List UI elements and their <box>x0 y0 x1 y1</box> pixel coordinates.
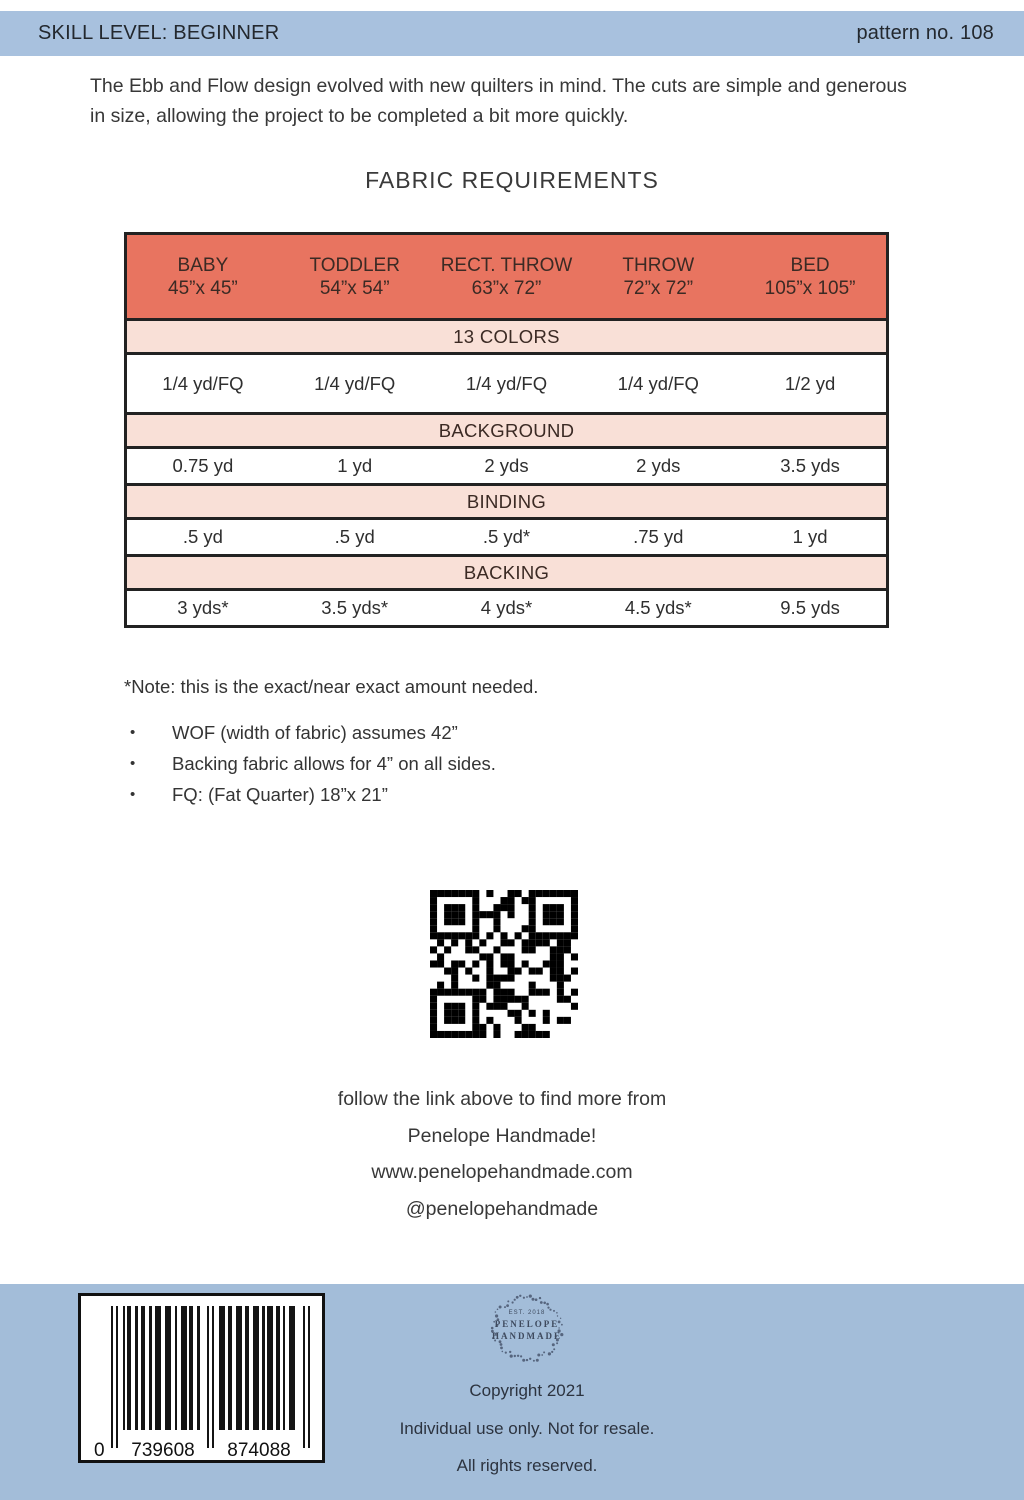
value-cell: .5 yd <box>182 526 223 547</box>
logo-name-line1: PENELOPE <box>494 1319 560 1329</box>
notes-bullet-list <box>130 717 496 810</box>
value-cell: 0.75 yd <box>172 455 234 476</box>
value-cell: 9.5 yds <box>780 597 840 618</box>
bullet-icon: • <box>130 724 136 741</box>
svg-text:874088: 874088 <box>227 1440 291 1460</box>
value-cell: 4 yds* <box>480 597 533 618</box>
bullet-text: FQ: (Fat Quarter) 18”x 21” <box>172 784 388 805</box>
column-header-baby: BABY 45”x 45” <box>168 254 238 299</box>
bullet-text: WOF (width of fabric) assumes 42” <box>172 722 458 743</box>
brand-logo <box>485 1290 569 1366</box>
section-header-background: BACKGROUND <box>127 412 886 446</box>
instagram-handle: @penelopehandmade <box>405 1197 599 1220</box>
bullet-icon: • <box>130 755 136 772</box>
values-row-background <box>127 446 886 483</box>
column-header-throw: THROW 72”x 72” <box>622 254 695 299</box>
value-cell: 2 yds <box>484 455 529 476</box>
value-cell: 2 yds <box>636 455 681 476</box>
copyright-text: Copyright 2021 <box>469 1381 585 1400</box>
logo-est-text: EST. 2018 <box>508 1310 546 1316</box>
value-cell: 3 yds* <box>177 597 229 618</box>
svg-text:739608: 739608 <box>131 1440 195 1460</box>
value-cell: 1/4 yd/FQ <box>314 372 396 394</box>
value-cell: 4.5 yds* <box>624 597 692 618</box>
section-header-13-colors: 13 COLORS <box>127 318 886 352</box>
value-cell: 1/2 yd <box>784 372 836 394</box>
bullet-item <box>130 748 496 779</box>
bullet-item <box>130 717 496 748</box>
value-cell: .5 yd <box>334 526 375 547</box>
value-cell: 1 yd <box>792 526 828 547</box>
value-cell: 1/4 yd/FQ <box>465 372 548 394</box>
svg-text:0: 0 <box>94 1440 105 1460</box>
footer-bar <box>0 1284 1024 1500</box>
links-block <box>0 1081 1004 1227</box>
fabric-requirements-table <box>124 232 889 628</box>
values-row-binding <box>127 517 886 554</box>
qr-code <box>430 890 578 1038</box>
follow-text: follow the link above to find more from <box>337 1088 667 1110</box>
logo-name-line2: HANDMADE <box>492 1331 562 1341</box>
brand-name-text: Penelope Handmade! <box>407 1124 597 1147</box>
section-header-backing: BACKING <box>127 554 886 588</box>
footer-content <box>30 1284 1024 1500</box>
value-cell: 3.5 yds* <box>321 597 389 618</box>
intro-paragraph: The Ebb and Flow design evolved with new quilters in mind. The cuts are simple and generous in size, allowing the project to be completed a bit more quickly. <box>90 75 907 127</box>
values-row-13-colors <box>127 352 886 412</box>
rights-text: All rights reserved. <box>456 1456 598 1475</box>
pattern-number: pattern no. 108 <box>856 22 994 44</box>
value-cell: .5 yd* <box>482 526 531 547</box>
bullet-text: Backing fabric allows for 4” on all sides. <box>172 753 496 774</box>
usage-text: Individual use only. Not for resale. <box>399 1419 655 1438</box>
table-header-row <box>127 235 886 318</box>
skill-level-label: SKILL LEVEL: BEGINNER <box>38 22 280 44</box>
column-header-rect-throw: RECT. THROW 63”x 72” <box>440 254 573 299</box>
value-cell: 1 yd <box>337 455 373 476</box>
bullet-item <box>130 779 496 810</box>
value-cell: .75 yd <box>633 526 684 547</box>
bullet-icon: • <box>130 786 136 803</box>
fabric-requirements-title: FABRIC REQUIREMENTS <box>365 167 659 193</box>
values-row-backing <box>127 588 886 625</box>
value-cell: 3.5 yds <box>780 455 840 476</box>
website-url: www.penelopehandmade.com <box>371 1161 633 1183</box>
column-header-bed: BED 105”x 105” <box>764 254 856 299</box>
header-bar <box>0 11 1024 56</box>
column-header-toddler: TODDLER 54”x 54” <box>309 254 400 299</box>
note-text: *Note: this is the exact/near exact amount needed. <box>124 676 539 697</box>
section-header-binding: BINDING <box>127 483 886 517</box>
value-cell: 1/4 yd/FQ <box>162 372 244 394</box>
value-cell: 1/4 yd/FQ <box>617 372 699 394</box>
